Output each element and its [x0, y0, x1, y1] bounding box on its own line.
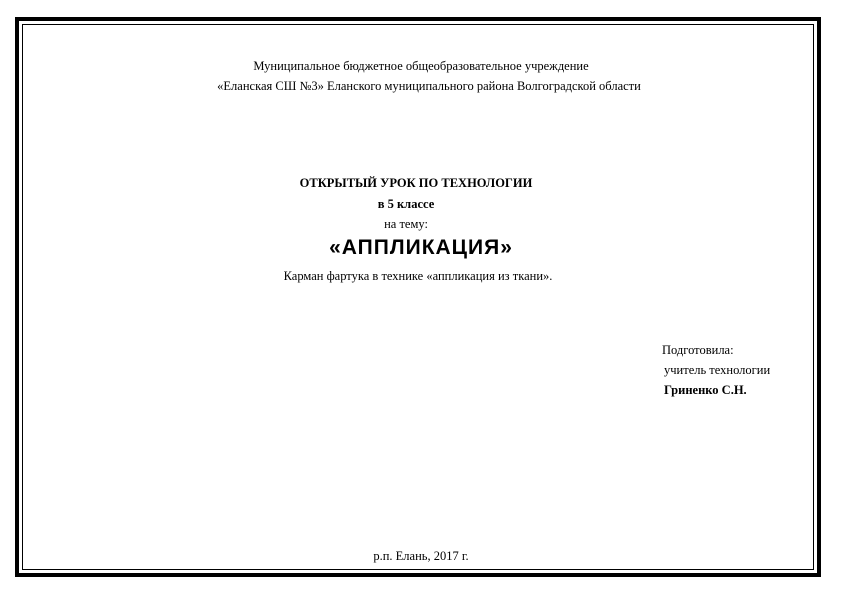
- prepared-by-label: Подготовила:: [662, 343, 734, 357]
- institution-line-2: «Еланская СШ №3» Еланского муниципального района Волгоградской области: [217, 79, 641, 93]
- place-year: р.п. Елань, 2017 г.: [373, 549, 469, 563]
- grade-label: в 5 классе: [377, 197, 435, 211]
- lesson-heading: ОТКРЫТЫЙ УРОК ПО ТЕХНОЛОГИИ: [299, 176, 533, 190]
- author-position: учитель технологии: [664, 363, 771, 377]
- page-border-inner: [22, 24, 814, 570]
- institution-line-1: Муниципальное бюджетное общеобразовательное учреждение: [253, 59, 589, 73]
- author-name: Гриненко С.Н.: [664, 383, 747, 397]
- topic-label: на тему:: [384, 217, 428, 231]
- lesson-subtitle: Карман фартука в технике «аппликация из ткани».: [283, 269, 553, 283]
- topic-title: «АППЛИКАЦИЯ»: [329, 236, 513, 259]
